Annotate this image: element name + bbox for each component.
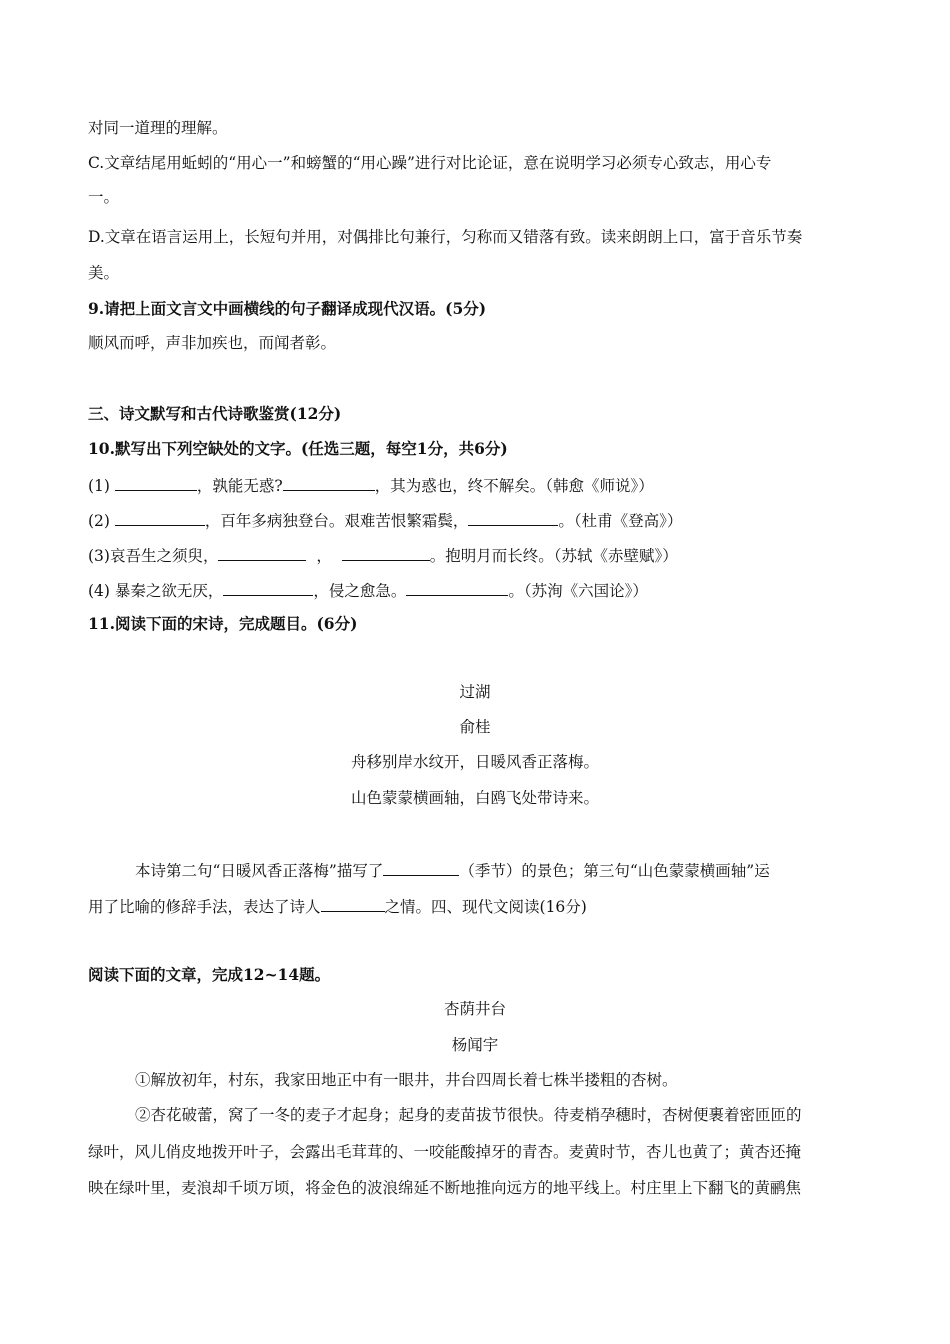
q10-item-1-blank-b[interactable] [283,476,375,491]
q10-item-2 [88,511,682,530]
q8-option-c-line2: 一。 [88,188,120,206]
q10-item-2-text-a: ，百年多病独登台。艰难苦恨繁霜鬓， [204,512,469,530]
q10-item-1-blank-a[interactable] [115,476,197,491]
q10-item-1-text-b: ，其为惑也，终不解矣。（韩愈《师说》） [374,477,654,495]
q11-text-line1 [135,861,770,880]
q10-item-4-num: (4) 暴秦之欲无厌， [88,582,224,600]
q8-option-c-line1: C.文章结尾用蚯蚓的“用心一”和螃蟹的“用心躁”进行对比论证，意在说明学习必须专心致志，用心专 [88,154,772,172]
article-para-2-line1: ②杏花破蕾，窝了一冬的麦子才起身；起身的麦苗拔节很快。待麦梢孕穗时，杏树便裹着密匝匝的 [135,1106,802,1124]
poem-line-2: 山色蒙蒙横画轴，白鸥飞处带诗来。 [350,789,599,807]
q10-item-3-blank-b[interactable] [342,546,430,561]
q9-title: 9.请把上面文言文中画横线的句子翻译成现代汉语。(5分) [88,299,487,318]
article-para-2-line2: 绿叶，风儿俏皮地拨开叶子，会露出毛茸茸的、一咬能酸掉牙的青杏。麦黄时节，杏儿也黄了；黄杏还掩 [88,1143,802,1161]
q11-text-part1: 本诗第二句“日暖风香正落梅”描写了 [135,862,384,880]
q10-item-4-text-b: 。（苏洵《六国论》） [508,582,648,600]
q10-item-1-num: (1) [88,477,110,495]
poem-author: 俞桂 [459,718,491,736]
q8-tail: 对同一道理的理解。 [88,119,228,137]
q10-item-3 [88,546,678,565]
q10-item-3-text-b: 。抱明月而长终。（苏轼《赤壁赋》） [429,547,678,565]
reading-title: 阅读下面的文章，完成12~14题。 [88,965,331,984]
poem-line-1: 舟移别岸水纹开，日暖风香正落梅。 [350,753,599,771]
article-author: 杨闻宇 [451,1036,499,1054]
q11-title: 11.阅读下面的宋诗，完成题目。(6分) [88,614,358,633]
poem-title: 过湖 [459,683,491,701]
article-para-2-line3: 映在绿叶里，麦浪却千顷万顷，将金色的波浪绵延不断地推向远方的地平线上。村庄里上下翻飞的黄鹂焦 [88,1179,802,1197]
q10-item-2-blank-a[interactable] [115,511,205,526]
q11-blank-season[interactable] [383,861,459,876]
q10-item-4-text-a: ，侵之愈急。 [313,582,407,600]
q10-item-3-text-a: ， [316,547,332,565]
q10-item-3-num: (3)哀吾生之须臾， [88,547,219,565]
q11-text-part4: 之情。四、现代文阅读(16分) [384,898,587,916]
q11-text-part2: （季节）的景色；第三句“山色蒙蒙横画轴”运 [459,862,770,880]
q10-item-4 [88,581,648,600]
q11-text-line2 [88,897,587,916]
q10-item-3-blank-a[interactable] [218,546,306,561]
article-title: 杏荫井台 [443,1000,506,1018]
q11-text-part3: 用了比喻的修辞手法，表达了诗人 [88,898,321,916]
section3-title: 三、诗文默写和古代诗歌鉴赏(12分) [88,404,342,423]
q10-item-1 [88,476,654,495]
q9-sentence: 顺风而呼，声非加疾也，而闻者彰。 [88,334,337,352]
q10-item-4-blank-a[interactable] [223,581,313,596]
q10-item-2-num: (2) [88,512,110,530]
article-para-1: ①解放初年，村东，我家田地正中有一眼井，井台四周长着七株半搂粗的杏树。 [135,1071,678,1089]
q10-title: 10.默写出下列空缺处的文字。(任选三题，每空1分，共6分) [88,439,508,458]
q10-item-4-blank-b[interactable] [406,581,508,596]
q10-item-2-blank-b[interactable] [468,511,558,526]
q10-item-1-text-a: ，孰能无惑? [196,477,283,495]
q10-item-2-text-b: 。（杜甫《登高》） [558,512,683,530]
q8-option-d-line1: D.文章在语言运用上，长短句并用，对偶排比句兼行，匀称而又错落有致。读来朗朗上口，富于音乐节奏 [88,228,803,246]
q11-blank-feeling[interactable] [321,897,385,912]
q8-option-d-line2: 美。 [88,264,120,282]
